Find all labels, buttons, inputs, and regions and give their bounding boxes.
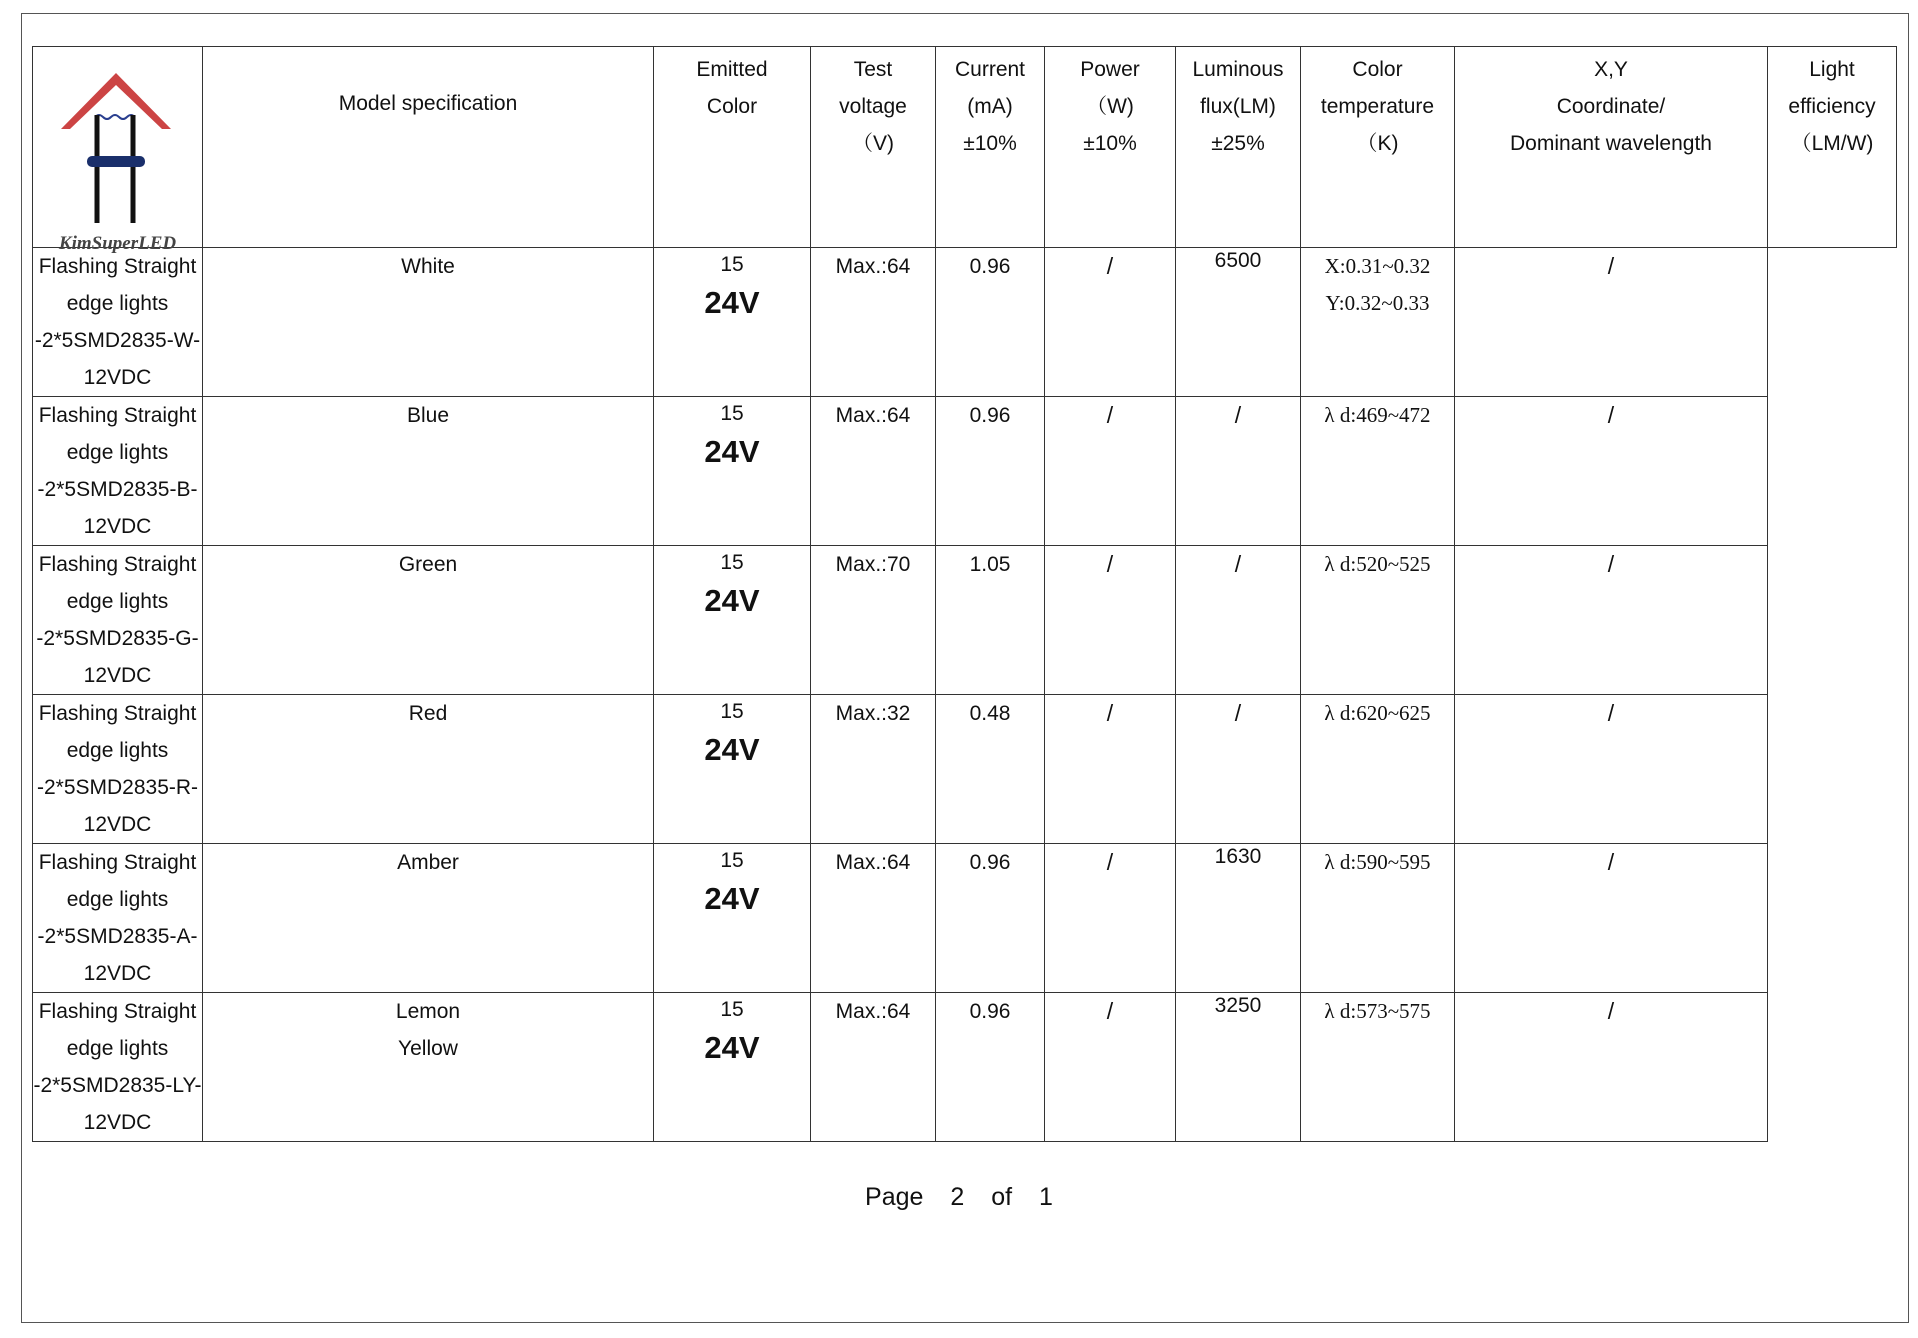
color-cell: White <box>203 248 654 397</box>
efficiency-cell: / <box>1455 546 1768 695</box>
table-row <box>33 546 1897 695</box>
header-flux: Luminous flux(LM) ±25% <box>1176 47 1301 248</box>
header-efficiency: Light efficiency （LM/W) <box>1768 47 1897 248</box>
power-cell: 0.96 <box>936 844 1045 993</box>
logo-cell <box>33 47 203 254</box>
xy-cell: λ d:590~595 <box>1301 844 1455 993</box>
voltage-cell: 15 24V <box>654 993 811 1142</box>
power-cell: 0.96 <box>936 248 1045 397</box>
header-power: Power （W) ±10% <box>1045 47 1176 248</box>
power-cell: 0.96 <box>936 993 1045 1142</box>
color-cell: Green <box>203 546 654 695</box>
table-row <box>33 695 1897 844</box>
efficiency-cell: / <box>1455 844 1768 993</box>
color-cell: Blue <box>203 397 654 546</box>
cct-cell: 1630 <box>1176 844 1301 993</box>
voltage-cell: 15 24V <box>654 695 811 844</box>
color-cell: Amber <box>203 844 654 993</box>
model-cell: Flashing Straight edge lights -2*5SMD2835-G-12VDC <box>33 546 203 695</box>
efficiency-cell: / <box>1455 397 1768 546</box>
cct-cell: 6500 <box>1176 248 1301 397</box>
house-logo-icon <box>61 73 171 223</box>
power-cell: 0.48 <box>936 695 1045 844</box>
xy-cell: λ d:620~625 <box>1301 695 1455 844</box>
xy-cell: λ d:520~525 <box>1301 546 1455 695</box>
header-color: Emitted Color <box>654 47 811 248</box>
flux-cell: / <box>1045 397 1176 546</box>
model-cell: Flashing Straight edge lights -2*5SMD2835-B-12VDC <box>33 397 203 546</box>
of-label: of <box>991 1183 1013 1211</box>
header-cct: Color temperature （K) <box>1301 47 1455 248</box>
cct-cell: / <box>1176 546 1301 695</box>
efficiency-cell: / <box>1455 695 1768 844</box>
page-label: Page <box>865 1183 924 1211</box>
color-cell: Lemon Yellow <box>203 993 654 1142</box>
model-cell: Flashing Straight edge lights -2*5SMD2835-A-12VDC <box>33 844 203 993</box>
table-row <box>33 993 1897 1142</box>
efficiency-cell: / <box>1455 993 1768 1142</box>
spec-table <box>32 46 1897 1142</box>
voltage-cell: 15 24V <box>654 248 811 397</box>
current-cell: Max.:32 <box>811 695 936 844</box>
table-row <box>33 844 1897 993</box>
cct-cell: / <box>1176 695 1301 844</box>
current-cell: Max.:64 <box>811 248 936 397</box>
voltage-cell: 15 24V <box>654 546 811 695</box>
page-total: 1 <box>1039 1183 1053 1211</box>
table-row <box>33 397 1897 546</box>
current-cell: Max.:70 <box>811 546 936 695</box>
xy-cell: λ d:573~575 <box>1301 993 1455 1142</box>
xy-cell: X:0.31~0.32 Y:0.32~0.33 <box>1301 248 1455 397</box>
flux-cell: / <box>1045 248 1176 397</box>
table-row <box>33 248 1897 397</box>
header-voltage: Test voltage （V) <box>811 47 936 248</box>
voltage-cell: 15 24V <box>654 844 811 993</box>
model-cell: Flashing Straight edge lights -2*5SMD2835-LY-12VDC <box>33 993 203 1142</box>
page-number <box>0 1183 1918 1212</box>
cct-cell: / <box>1176 397 1301 546</box>
power-cell: 1.05 <box>936 546 1045 695</box>
efficiency-cell: / <box>1455 248 1768 397</box>
flux-cell: / <box>1045 546 1176 695</box>
header-row <box>33 47 1897 248</box>
header-model: Model specification <box>203 47 654 248</box>
xy-cell: λ d:469~472 <box>1301 397 1455 546</box>
color-cell: Red <box>203 695 654 844</box>
model-cell: Flashing Straight edge lights -2*5SMD2835-R-12VDC <box>33 695 203 844</box>
current-cell: Max.:64 <box>811 993 936 1142</box>
header-current: Current (mA) ±10% <box>936 47 1045 248</box>
model-cell: Flashing Straight edge lights -2*5SMD2835-W-12VDC <box>33 248 203 397</box>
cct-cell: 3250 <box>1176 993 1301 1142</box>
voltage-cell: 15 24V <box>654 397 811 546</box>
flux-cell: / <box>1045 695 1176 844</box>
current-cell: Max.:64 <box>811 844 936 993</box>
flux-cell: / <box>1045 993 1176 1142</box>
page-num: 2 <box>950 1183 965 1211</box>
logo-text: KimSuperLED <box>58 233 177 254</box>
current-cell: Max.:64 <box>811 397 936 546</box>
flux-cell: / <box>1045 844 1176 993</box>
header-xy: X,Y Coordinate/ Dominant wavelength <box>1455 47 1768 248</box>
power-cell: 0.96 <box>936 397 1045 546</box>
